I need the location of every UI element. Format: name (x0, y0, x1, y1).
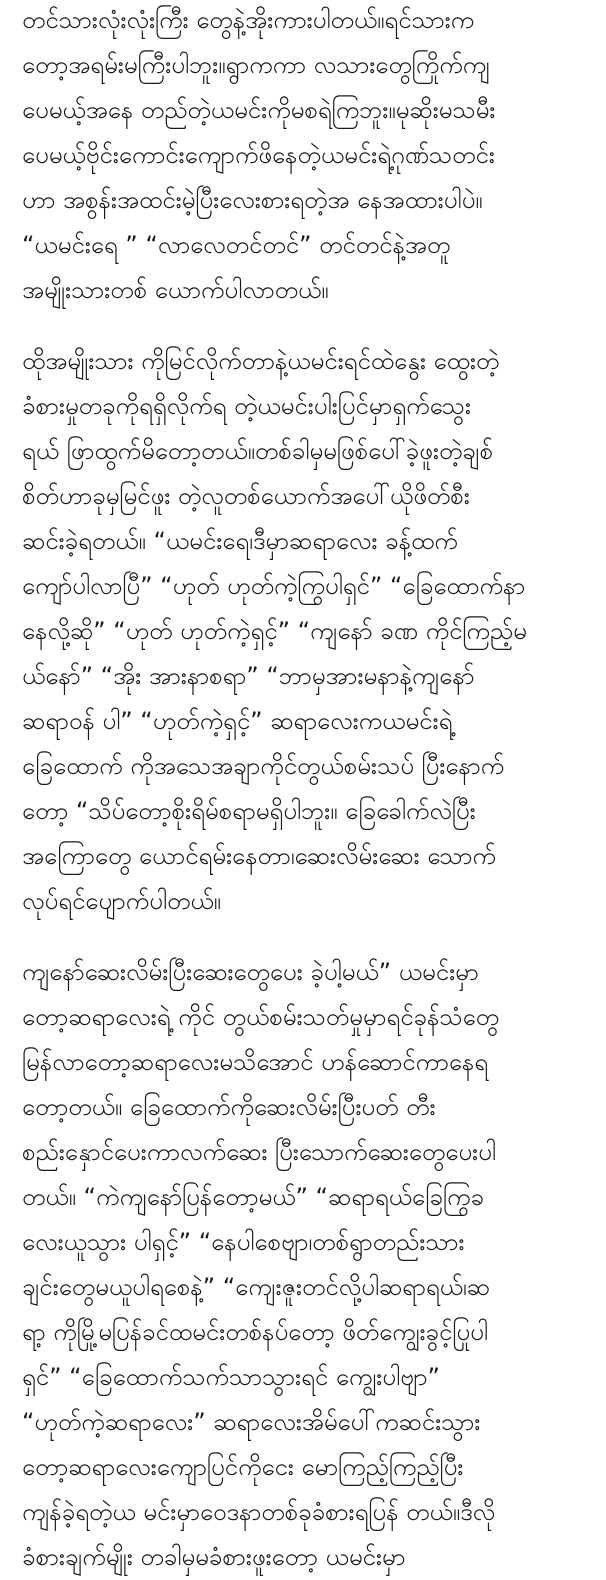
text-line: တော့ဆရာလေးရဲ့ ကိုင် တွယ်စမ်းသတ်မှုမှာရင်ခုန်သံတွေ (22, 1003, 500, 1031)
text-line: တင်သားလုံးလုံးကြီး တွေနဲ့အိုးကားပါတယ်။ရင်သားက (22, 6, 475, 34)
text-line: ရှင်” “ခြေထောက်သက်သာသွားရင် ကျွေးပါဗျာ” (22, 1363, 440, 1391)
text-line: တော့အရမ်းမကြီးပါဘူး။ရွာကကာ လသားတွေကြိုက်ကျ (22, 51, 490, 79)
text-line: ဆရာဝန် ပါ” “ဟုတ်ကဲ့ရှင့်” ဆရာလေးကယမင်းရဲ့ (22, 707, 453, 735)
text-line: “ဟုတ်ကဲ့ဆရာလေး” ဆရာလေးအိမ်ပေါ်ကဆင်းသွား (22, 1408, 481, 1436)
text-line: ခြေထောက် ကိုအသေအချာကိုင်တွယ်စမ်းသပ် ပြီးနောက် (22, 752, 505, 780)
text-line: ခံစားမှုတခုကိုရရှိလိုက်ရ တဲ့ယမင်းပါးပြင်မှာရှက်သွေး (22, 392, 471, 420)
text-line: မြန်လာတော့ဆရာလေးမသိအောင် ဟန်ဆောင်ကာနေရ (22, 1048, 489, 1076)
paragraph-1 (22, 0, 586, 313)
text-line: ထိုအမျိုးသား ကိုမြင်လိုက်တာနဲ့ယမင်းရင်ထဲနွေး ထွေးတဲ့ (22, 347, 500, 375)
text-line: ကျန်ခဲ့ရတဲ့ယ မင်းမှာဝေဒနာတစ်ခုခံစားရပြန် တယ်။ဒီလို (22, 1498, 496, 1526)
text-line: ရယ် ဖြာထွက်မိတော့တယ်။တစ်ခါမှမဖြစ်ပေါ်ခဲ့ဖူးတဲ့ချစ် (22, 437, 494, 465)
text-line: စိတ်ဟာခုမှမြင်ဖူး တဲ့လူတစ်ယောက်အပေါ်ယိုဖိတ်စီး (22, 482, 470, 510)
text-line: လုပ်ရင်ပျောက်ပါတယ်။ (22, 887, 221, 915)
paragraph-3 (22, 950, 586, 1580)
text-line: ဟာ အစွန်းအထင်းမဲ့ပြီးလေးစားရတဲ့အ နေအထားပါပဲ။ (22, 186, 483, 214)
text-line: ကျနော်ဆေးလိမ်းပြီးဆေးတွေပေး ခဲ့ပါ့မယ်” ယမင်းမှာ (22, 958, 479, 986)
text-line: တော့ “သိပ်တော့စိုးရိမ်စရာမရှိပါဘူး။ ခြေခေါက်လဲပြီး (22, 797, 476, 825)
text-line: လေးယူသွား ပါရှင့်” “နေပါစေဗျာ၊တစ်ရွာတည်းသား (22, 1228, 465, 1256)
text-line: ခံစားချက်မျိုး တခါမှမခံစားဖူးတော့ ယမင်းမှာ (22, 1543, 406, 1571)
text-line: တော့တယ်။ ခြေထောက်ကိုဆေးလိမ်းပြီးပတ် တီး (22, 1093, 436, 1121)
text-line: ရာ့ ကိုမြို့မပြန်ခင်ထမင်းတစ်နပ်တော့ ဖိတ်ကျွေးခွင့်ပြုပါ (22, 1318, 488, 1346)
text-line: တော့ဆရာလေးကျောပြင်ကိုငေး မောကြည့်ကြည့်ပြီး (22, 1453, 464, 1481)
text-line: “ယမင်းရေ ” “လာလေတင်တင်” တင်တင်နဲ့အတူ (22, 231, 451, 259)
text-line: အကြောတွေ ယောင်ရမ်းနေတာ၊ဆေးလိမ်းဆေး သောက် (22, 842, 496, 870)
text-line: ပေမယ့်အနေ တည်တဲ့ယမင်းကိုမစရဲကြဘူး။မုဆိုးမသမီး (22, 96, 496, 124)
text-line: ချင်းတွေမယူပါရစေနဲ့” “ကျေးဇူးတင်လို့ပါဆရာရယ်၊ဆ (22, 1273, 490, 1301)
text-line: နေလို့ဆို” “ဟုတ် ဟုတ်ကဲ့ရှင့်” “ကျနော် ခဏ ကိုင်ကြည့်မ (22, 617, 527, 645)
text-line: ယ်နော်” “အိုး အားနာစရာ” “ဘာမှအားမနာနဲ့ကျနော် (22, 662, 475, 690)
text-line: ပေမယ့်ဗိုင်းကောင်းကျောက်ဖိနေတဲ့ယမင်းရဲ့ဂုဏ်သတင်း (22, 141, 495, 169)
text-line: စည်းနှောင်ပေးကာလက်ဆေး ပြီးသောက်ဆေးတွေပေးပါ (22, 1138, 496, 1166)
paragraph-2 (22, 339, 586, 924)
text-line: အမျိုးသားတစ် ယောက်ပါလာတယ်။ (22, 276, 329, 304)
article-body (22, 0, 586, 1580)
text-line: ဆင်းခဲ့ရတယ်။ “ယမင်းရေ၊ဒီမှာဆရာလေး ခန့်ထက် (22, 527, 458, 555)
text-line: တယ်။ “ကဲကျနော်ပြန်တော့မယ်” “ဆရာရယ်ခြေကြွခ (22, 1183, 484, 1211)
text-line: ကျော်ပါလာပြီ” “ဟုတ် ဟုတ်ကဲ့ကြွပါရှင်” “ခြေထောက်နာ (22, 572, 526, 600)
